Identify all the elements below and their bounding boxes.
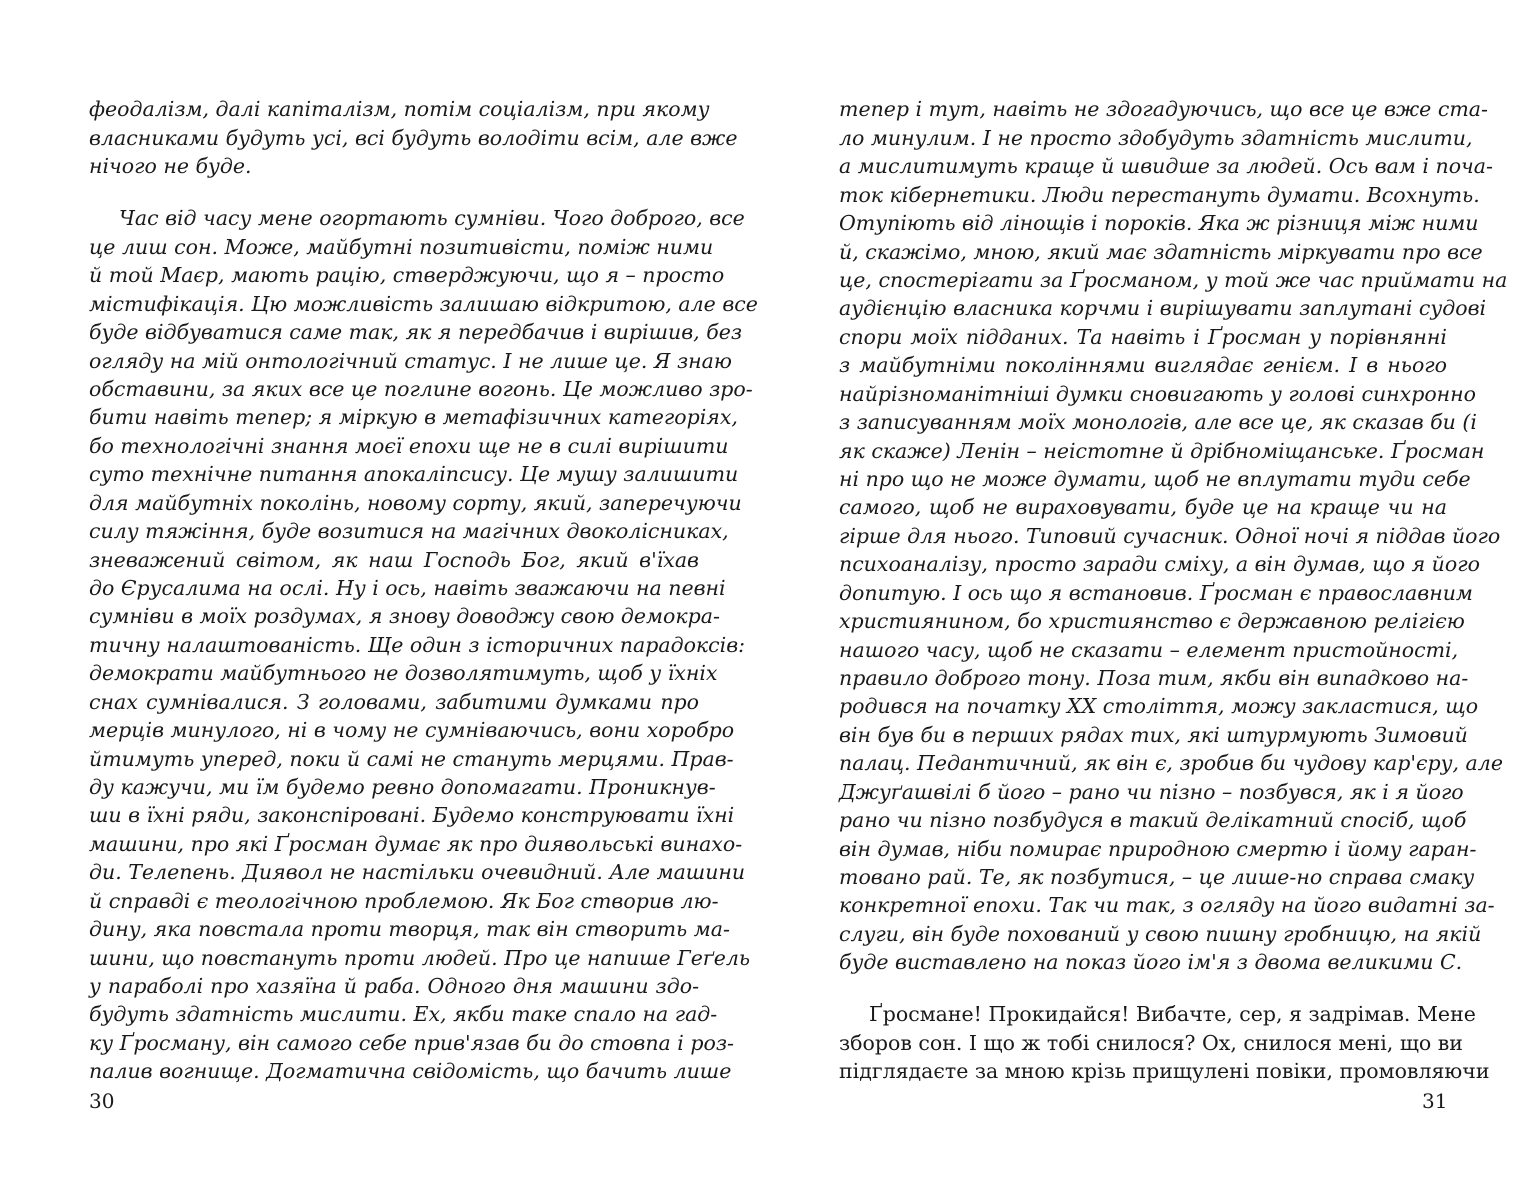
text-line: суто технічне питання апокаліпсису. Це мушу залишити <box>89 462 739 486</box>
text-line: й той Маєр, мають рацію, стверджуючи, що я – просто <box>89 263 725 287</box>
text-line: з майбутніми поколіннями виглядає генієм. І в нього <box>839 353 1447 377</box>
text-line: товано рай. Те, як позбутися, – це лише-но справа смаку <box>839 865 1475 889</box>
text-line: християнином, бо християнство є державною релігією <box>839 609 1465 633</box>
text-line: психоаналізу, просто заради сміху, а він думав, що я його <box>839 552 1480 576</box>
text-line: він був би в перших рядах тих, які штурмують Зимовий <box>839 723 1468 747</box>
text-line: власниками будуть усі, всі будуть володіти всім, але вже <box>89 126 738 150</box>
text-line: це, спостерігати за Ґросманом, у той же час приймати на <box>839 268 1508 292</box>
text-line: ду кажучи, ми їм будемо ревно допомагати. Проникнув- <box>89 775 716 799</box>
text-line: найрізноманітніші думки сновигають у голові синхронно <box>839 382 1477 406</box>
text-line: підглядаєте за мною крізь прищулені повіки, промовляючи <box>839 1059 1490 1083</box>
text-line: палив вогнище. Догматична свідомість, що бачить лише <box>89 1059 732 1083</box>
text-line: рано чи пізно позбудуся в такий делікатний спосіб, щоб <box>839 808 1467 832</box>
text-line: дину, яка повстала проти творця, так він створить ма- <box>89 917 730 941</box>
text-line: й, скажімо, мною, який має здатність міркувати про все <box>839 240 1483 264</box>
text-line: він думав, ніби помирає природною смертю і йому гаран- <box>839 837 1477 861</box>
text-line: ши в їхні ряди, законспіровані. Будемо конструювати їхні <box>89 803 735 827</box>
text-line: нічого не буде. <box>89 154 252 178</box>
text-line: слуги, він буде похований у свою пишну гробницю, на якій <box>839 922 1482 946</box>
text-line: зборов сон. І що ж тобі снилося? Ох, снилося мені, що ви <box>839 1031 1463 1055</box>
text-line: нашого часу, щоб не сказати – елемент пристойності, <box>839 638 1459 662</box>
text-line: силу тяжіння, буде возитися на магічних двоколісниках, <box>89 519 729 543</box>
text-line: самого, щоб не вираховувати, буде це на краще чи на <box>839 495 1447 519</box>
text-line: конкретної епохи. Так чи так, з огляду на його видатні за- <box>839 893 1495 917</box>
page-number: 30 <box>89 1089 115 1113</box>
text-line: тичну налаштованість. Ще один з історичних парадоксів: <box>89 633 746 657</box>
text-line: демократи майбутнього не дозволятимуть, щоб у їхніх <box>89 661 718 685</box>
text-line: обставини, за яких все це поглине вогонь. Це можливо зро- <box>89 377 753 401</box>
text-line: бо технологічні знання моєї епохи ще не в силі вирішити <box>89 434 729 458</box>
text-line: ди. Телепень. Диявол не настільки очевидний. Але машини <box>89 860 746 884</box>
text-line: ні про що не може думати, щоб не вплутати туди себе <box>839 467 1471 491</box>
text-line: снах сумнівалися. З головами, забитими думками про <box>89 690 699 714</box>
text-line: ло минулим. І не просто здобудуть здатність мислити, <box>839 126 1473 150</box>
text-line: Ґросмане! Прокидайся! Вибачте, сер, я задрімав. Мене <box>869 1002 1476 1026</box>
text-line: огляду на мій онтологічний статус. І не лише це. Я знаю <box>89 349 732 373</box>
text-line: ку Ґросману, він самого себе прив'язав би до стовпа і роз- <box>89 1031 734 1055</box>
text-line: допитую. І ось що я встановив. Ґросман є православним <box>839 581 1473 605</box>
text-line: буде відбуватися саме так, як я передбачив і вирішив, без <box>89 320 743 344</box>
text-line: це лиш сон. Може, майбутні позитивісти, поміж ними <box>89 235 714 259</box>
text-line: аудієнцію власника корчми і вирішувати заплутані судові <box>839 296 1487 320</box>
text-line: Джуґашвілі б його – рано чи пізно – позбувся, як і я його <box>839 780 1464 804</box>
text-line: Час від часу мене огортають сумніви. Чого доброго, все <box>119 206 745 230</box>
text-line: для майбутніх поколінь, новому сорту, який, заперечуючи <box>89 491 742 515</box>
text-line: й справді є теологічною проблемою. Як Бог створив лю- <box>89 889 719 913</box>
text-line: містифікація. Цю можливість залишаю відкритою, але все <box>89 292 758 316</box>
text-line: мерців минулого, ні в чому не сумніваючись, вони хоробро <box>89 718 735 742</box>
text-line: йтимуть уперед, поки й самі не стануть мерцями. Прав- <box>89 747 734 771</box>
text-line: зневажений світом, як наш Господь Бог, який в'їхав <box>89 548 699 572</box>
text-line: буде виставлено на показ його ім'я з двома великими С. <box>839 950 1463 974</box>
text-line: ток кібернетики. Люди перестануть думати. Всохнуть. <box>839 183 1480 207</box>
text-line: тепер і тут, навіть не здогадуючись, що все це вже ста- <box>839 97 1488 121</box>
text-line: родився на початку XX століття, можу закластися, що <box>839 694 1479 718</box>
text-line: феодалізм, далі капіталізм, потім соціалізм, при якому <box>89 97 710 121</box>
text-line: а мислитимуть краще й швидше за людей. Ось вам і поча- <box>839 154 1493 178</box>
text-line: машини, про які Ґросман думає як про диявольські винахо- <box>89 832 743 856</box>
text-line: гірше для нього. Типовий сучасник. Одної ночі я піддав його <box>839 524 1501 548</box>
text-line: шини, що повстануть проти людей. Про це напише Геґель <box>89 946 751 970</box>
text-line: Отупіють від лінощів і пороків. Яка ж різниця між ними <box>839 211 1479 235</box>
text-line: до Єрусалима на ослі. Ну і ось, навіть зважаючи на певні <box>89 576 726 600</box>
text-line: у параболі про хазяїна й раба. Одного дня машини здо- <box>89 974 699 998</box>
text-line: будуть здатність мислити. Ех, якби таке спало на гад- <box>89 1002 718 1026</box>
text-line: палац. Педантичний, як він є, зробив би чудову кар'єру, але <box>839 751 1503 775</box>
text-line: як скаже) Ленін – неістотне й дрібноміщанське. Ґросман <box>839 439 1485 463</box>
text-line: спори моїх підданих. Та навіть і Ґросман у порівнянні <box>839 325 1447 349</box>
text-line: з записуванням моїх монологів, але все це, як сказав би (і <box>839 410 1477 434</box>
text-line: правило доброго тону. Поза тим, якби він випадково на- <box>839 666 1469 690</box>
page-number: 31 <box>1422 1089 1448 1113</box>
text-line: сумніви в моїх роздумах, я знову доводжу свою демокра- <box>89 604 720 628</box>
text-line: бити навіть тепер; я міркую в метафізичних категоріях, <box>89 405 738 429</box>
